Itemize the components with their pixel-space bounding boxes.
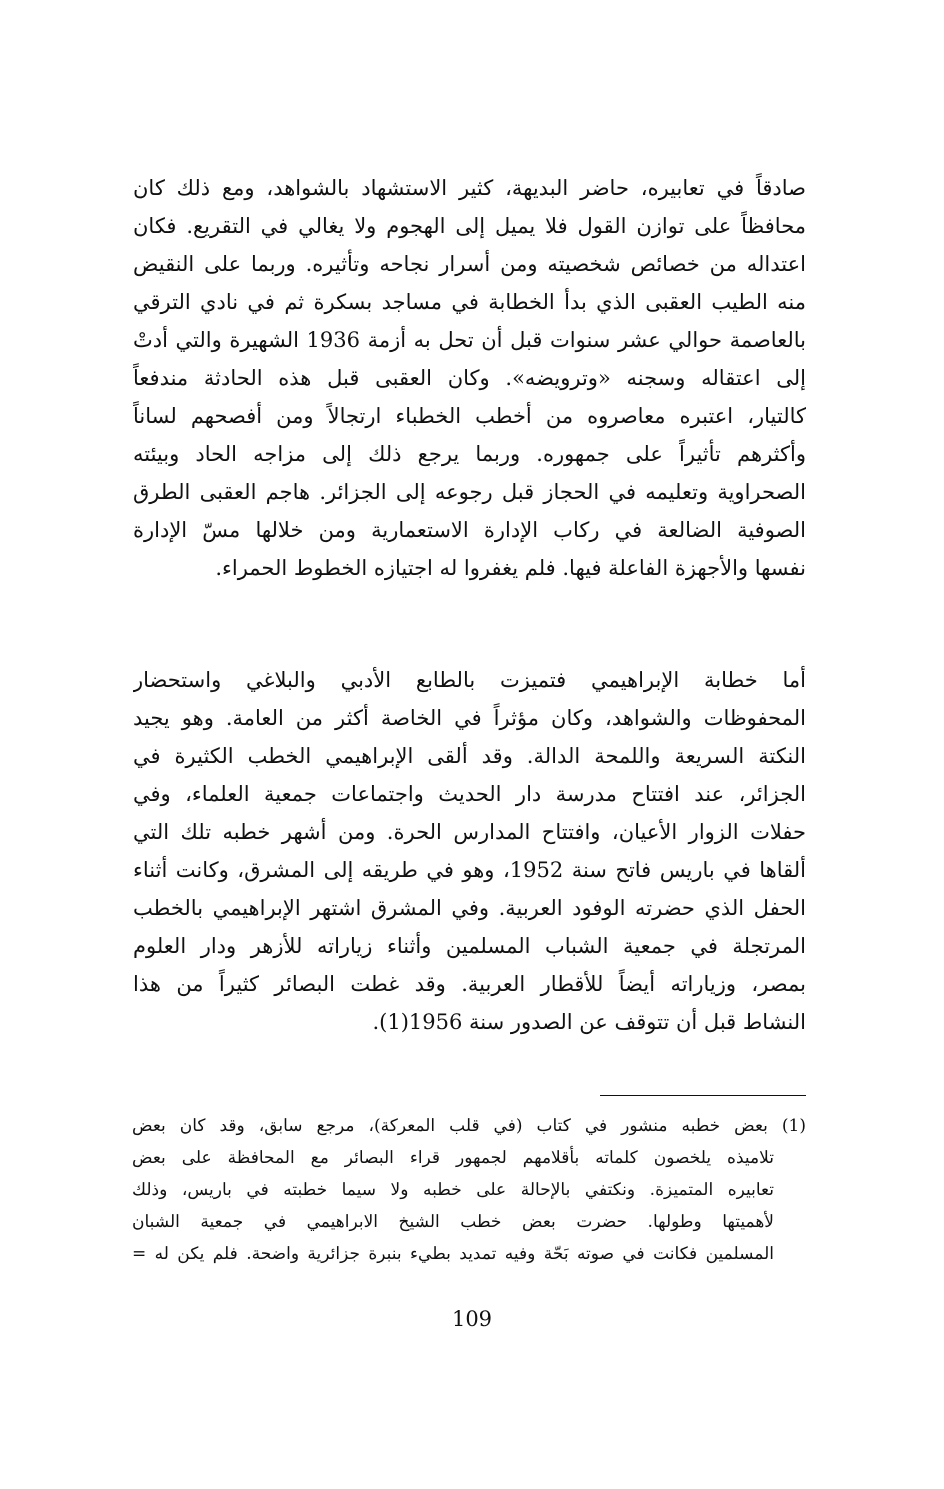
footnote-line: المسلمين فكانت في صوته بَحّة وفيه تمديد بطيء بنبرة جزائرية واضحة. فلم يكن له = bbox=[132, 1244, 774, 1264]
text-line: أما خطابة الإبراهيمي فتميزت بالطابع الأدبي والبلاغي واستحضار bbox=[133, 668, 806, 692]
text-line: الحفل الذي حضرته الوفود العربية. وفي المشرق اشتهر الإبراهيمي بالخطب bbox=[133, 896, 806, 920]
text-line: الصحراوية وتعليمه في الحجاز قبل رجوعه إلى الجزائر. هاجم العقبى الطرق bbox=[133, 480, 806, 504]
text-line: النشاط قبل أن تتوقف عن الصدور سنة 1956(1). bbox=[372, 1010, 806, 1034]
text-line: نفسها والأجهزة الفاعلة فيها. فلم يغفروا له اجتيازه الخطوط الحمراء. bbox=[215, 556, 806, 580]
text-line: إلى اعتقاله وسجنه «وترويضه». وكان العقبى قبل هذه الحادثة مندفعاً bbox=[133, 366, 806, 390]
text-line: بالعاصمة حوالي عشر سنوات قبل أن تحل به أزمة 1936 الشهيرة والتي أدتْ bbox=[133, 328, 806, 352]
footnote-line: تعابيره المتميزة. ونكتفي بالإحالة على خطبه ولا سيما خطبته في باريس، وذلك bbox=[132, 1180, 774, 1200]
text-line: محافظاً على توازن القول فلا يميل إلى الهجوم ولا يغالي في التقريع. فكان bbox=[133, 214, 806, 238]
body-paragraph-2 bbox=[133, 661, 806, 1041]
footnote-line: تلاميذه يلخصون كلماته بأقلامهم لجمهور قراء البصائر مع المحافظة على بعض bbox=[132, 1148, 774, 1168]
text-line: المرتجلة في جمعية الشباب المسلمين وأثناء زياراته للأزهر ودار العلوم bbox=[133, 934, 806, 958]
footnote-block bbox=[132, 1110, 806, 1270]
text-line: النكتة السريعة واللمحة الدالة. وقد ألقى الإبراهيمي الخطب الكثيرة في bbox=[133, 744, 806, 768]
text-line: صادقاً في تعابيره، حاضر البديهة، كثير الاستشهاد بالشواهد، ومع ذلك كان bbox=[133, 176, 806, 200]
text-line: حفلات الزوار الأعيان، وافتتاح المدارس الحرة. ومن أشهر خطبه تلك التي bbox=[133, 820, 806, 844]
text-line: الجزائر، عند افتتاح مدرسة دار الحديث واجتماعات جمعية العلماء، وفي bbox=[133, 782, 806, 806]
text-line: اعتداله من خصائص شخصيته ومن أسرار نجاحه وتأثيره. وربما على النقيض bbox=[133, 252, 806, 276]
footnote-line: لأهميتها وطولها. حضرت بعض خطب الشيخ الابراهيمي في جمعية الشبان bbox=[132, 1212, 774, 1232]
text-line: المحفوظات والشواهد، وكان مؤثراً في الخاصة أكثر من العامة. وهو يجيد bbox=[133, 706, 806, 730]
text-line: ألقاها في باريس فاتح سنة 1952، وهو في طريقه إلى المشرق، وكانت أثناء bbox=[133, 858, 806, 882]
text-line: كالتيار، اعتبره معاصروه من أخطب الخطباء ارتجالاً ومن أفصحهم لساناً bbox=[133, 404, 806, 428]
footnote-divider bbox=[600, 1095, 806, 1096]
text-line: الصوفية الضالعة في ركاب الإدارة الاستعمارية ومن خلالها مسّ الإدارة bbox=[133, 518, 806, 542]
page-number: 109 bbox=[451, 1307, 493, 1331]
text-line: منه الطيب العقبى الذي بدأ الخطابة في مساجد بسكرة ثم في نادي الترقي bbox=[133, 290, 806, 314]
body-paragraph-1 bbox=[133, 169, 806, 587]
footnote-line: (1) بعض خطبه منشور في كتاب (في قلب المعركة)، مرجع سابق، وقد كان بعض bbox=[132, 1116, 806, 1136]
text-line: بمصر، وزياراته أيضاً للأقطار العربية. وقد غطت البصائر كثيراً من هذا bbox=[133, 972, 806, 996]
text-line: وأكثرهم تأثيراً على جمهوره. وربما يرجع ذلك إلى مزاجه الحاد وبيئته bbox=[133, 442, 806, 466]
